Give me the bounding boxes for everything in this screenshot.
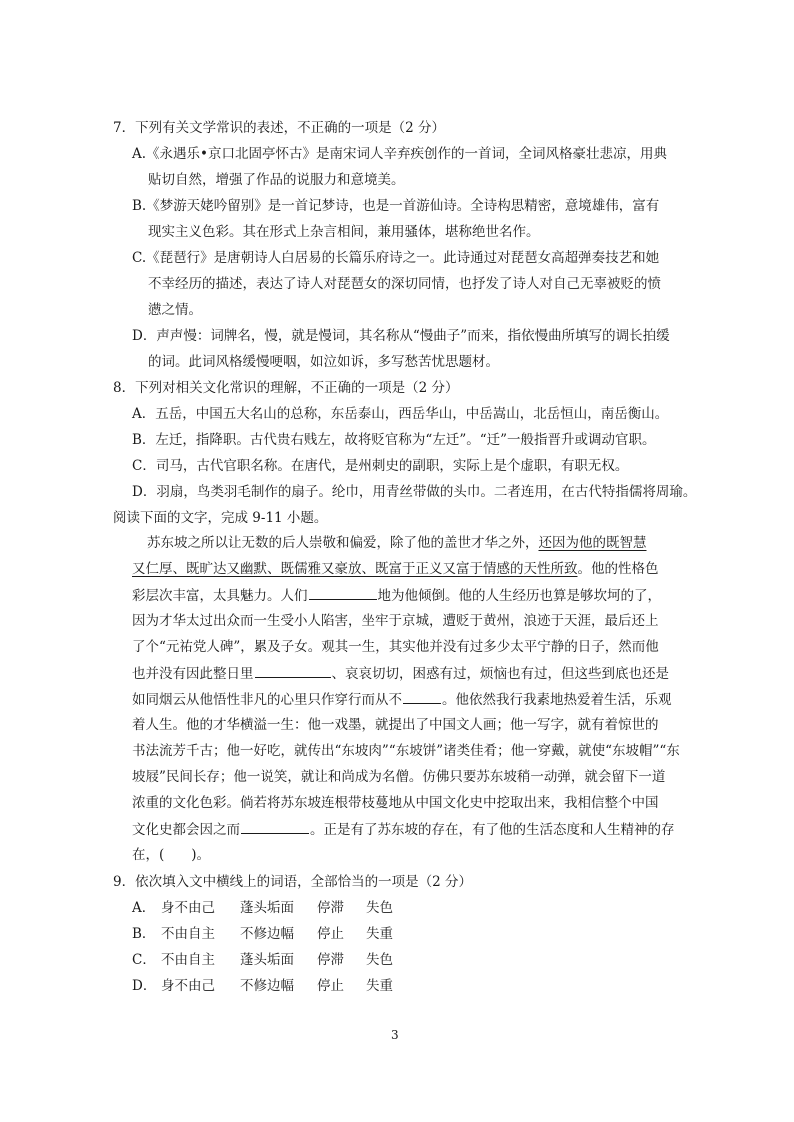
passage-line-3: 彩层次丰富，太具魅力。人们 地为他倾倒。他的人生经历也算是够坎坷的了， <box>132 585 661 605</box>
q7-option-c: C.《琵琶行》是唐朝诗人白居易的长篇乐府诗之一。此诗通过对琵琶女高超弹奏技艺和她 <box>132 250 660 266</box>
q8-option-d: D．羽扇，鸟类羽毛制作的扇子。纶巾，用青丝带做的头巾。二者连用，在古代特指儒将周瑜。 <box>132 484 697 500</box>
passage-line-1: 苏东坡之所以让无数的后人崇敬和偏爱，除了他的盖世才华之外，还因为他的既智慧 <box>147 535 647 551</box>
fill-blank-1 <box>309 585 377 600</box>
passage-line-12: 文化史都会因之而 。正是有了苏东坡的存在，有了他的生活态度和人生精神的存 <box>132 819 675 839</box>
q7-option-a: A.《永遇乐•京口北固亭怀古》是南宋词人辛弃疾创作的一首词，全词风格豪壮悲凉，用典 <box>132 146 668 162</box>
q8-option-b: B．左迁，指降职。古代贵右贱左，故将贬官称为“左迁”。“迁”一般指晋升或调动官职。 <box>132 432 656 448</box>
passage-line-2: 又仁厚、既旷达又幽默、既儒雅又豪放、既富于正义又富于情感的天性所致。他的性格色 <box>132 561 659 577</box>
passage-line-10: 坡屐”民间长存；他一说笑，就让和尚成为名僧。仿佛只要苏东坡稍一动弹，就会留下一道 <box>132 769 666 785</box>
q7-option-c-cont: 不幸经历的描述，表达了诗人对琵琶女的深切同情，也抒发了诗人对自己无辜被贬的愤 <box>148 276 661 292</box>
q9-stem: 9．依次填入文中横线上的词语，全部恰当的一项是（2 分） <box>113 874 472 890</box>
passage-line-4: 因为才华太过出众而一生受小人陷害，坐牢于京城，遭贬于黄州，浪迹于天涯，最后还上 <box>132 613 659 629</box>
q8-option-a: A．五岳，中国五大名山的总称，东岳泰山，西岳华山，中岳嵩山，北岳恒山，南岳衡山。 <box>132 406 669 422</box>
exam-page: 7．下列有关文学常识的表述，不正确的一项是（2 分） A.《永遇乐•京口北固亭怀古》是南宋词人辛弃疾创作的一首词，全词风格豪壮悲凉，用典 贴切自然，增强了作品的说服力和意境美。 B.《梦游天姥吟留别》是一首记梦诗，也是一首游仙诗。全诗构思精密，意境雄伟，富有 现实主义色彩。其在形式上杂言相间，兼用骚体，堪称绝世名作。 C.《琵琶行》是唐朝诗人白居易的长篇乐府诗之一。此诗通过对琵琶女高超弹奏技艺和她 不幸经历的描述，表达了诗人对琵琶女的深切同情，也抒发了诗人对自己无辜被贬的愤 懑之情。 D．声声慢：词牌名，慢，就是慢词，其名称从“慢曲子”而来，指依慢曲所填写的调长拍缓 的词。此词风格缓慢哽咽，如泣如诉，多写愁苦忧思题材。 8．下列对相关文化常识的理解，不正确的一项是（2 分） A．五岳，中国五大名山的总称，东岳泰山，西岳华山，中岳嵩山，北岳恒山，南岳衡山。 B．左迁，指降职。古代贵右贱左，故将贬官称为“左迁”。“迁”一般指晋升或调动官职。 C．司马，古代官职名称。在唐代，是州刺史的副职，实际上是个虚职，有职无权。 D．羽扇，鸟类羽毛制作的扇子。纶巾，用青丝带做的头巾。二者连用，在古代特指儒将周瑜。 阅读下面的文字，完成 9-11 小题。 苏东坡之所以让无数的后人崇敬和偏爱，除了他的盖世才华之外，还因为他的既智慧 又仁厚、既旷达又幽默、既儒雅又豪放、既富于正义又富于情感的天性所致。他的性格色 彩层次丰富，太具魅力。人们 地为他倾倒。他的人生经历也算是够坎坷的了， 因为才华太过出众而一生受小人陷害，坐牢于京城，遭贬于黄州，浪迹于天涯，最后还上 了个“元祐党人碑”，累及子女。观其一生，其实他并没有过多少太平宁静的日子，然而他 也并没有因此整日里 、哀哀切切，困惑有过，烦恼也有过，但这些到底也还是 如同烟云从他悟性非凡的心里只作穿行而从不 。他依然我行我素地热爱着生活，乐观 着人生。他的才华横溢一生：他一戏墨，就提出了中国文人画；他一写字，就有着惊世的 书法流芳千古；他一好吃，就传出“东坡肉”“东坡饼”诸类佳肴；他一穿戴，就使“东坡帽”“东 坡屐”民间长存；他一说笑，就让和尚成为名僧。仿佛只要苏东坡稍一动弹，就会留下一道 浓重的文化色彩。倘若将苏东坡连根带枝蔓地从中国文化史中挖取出来，我相信整个中国 文化史都会因之而 。正是有了苏东坡的存在，有了他的生活态度和人生精神的存 在，( )。 9．依次填入文中横线上的词语，全部恰当的一项是（2 分） A． 身不由己 蓬头垢面 停滞 失色 B． 不由自主 不修边幅 停止 失重 C． 不由自主 蓬头垢面 停滞 失色 D． 身不由己 不修边幅 停止 失重 3 <box>113 120 697 1042</box>
underlined-sentence: 还因为他的既智慧 <box>538 535 647 551</box>
reading-intro: 阅读下面的文字，完成 9-11 小题。 <box>113 510 328 526</box>
passage-line-6: 也并没有因此整日里 、哀哀切切，困惑有过，烦恼也有过，但这些到底也还是 <box>132 663 669 683</box>
passage-line-9: 书法流芳千古；他一好吃，就传出“东坡肉”“东坡饼”诸类佳肴；他一穿戴，就使“东坡帽”“东 <box>132 743 680 759</box>
passage-line-11: 浓重的文化色彩。倘若将苏东坡连根带枝蔓地从中国文化史中挖取出来，我相信整个中国 <box>132 795 659 811</box>
fill-blank-2 <box>255 663 331 678</box>
q8-stem: 8．下列对相关文化常识的理解，不正确的一项是（2 分） <box>113 380 459 396</box>
passage-line-8: 着人生。他的才华横溢一生：他一戏墨，就提出了中国文人画；他一写字，就有着惊世的 <box>132 717 659 733</box>
passage-line-7: 如同烟云从他悟性非凡的心里只作穿行而从不 。他依然我行我素地热爱着生活，乐观 <box>132 689 672 709</box>
underlined-sentence-cont: 又仁厚、既旷达又幽默、既儒雅又豪放、既富于正义又富于情感的天性所致 <box>132 561 578 577</box>
q7-stem: 7．下列有关文学常识的表述，不正确的一项是（2 分） <box>113 120 445 136</box>
q7-option-b-cont: 现实主义色彩。其在形式上杂言相间，兼用骚体，堪称绝世名作。 <box>148 224 540 240</box>
page-number: 3 <box>391 1028 399 1042</box>
q7-option-c-cont2: 懑之情。 <box>148 302 202 318</box>
passage-line-13: 在，( )。 <box>132 847 211 863</box>
q7-option-a-cont: 贴切自然，增强了作品的说服力和意境美。 <box>148 172 405 188</box>
q7-option-b: B.《梦游天姥吟留别》是一首记梦诗，也是一首游仙诗。全诗构思精密，意境雄伟，富有 <box>132 198 660 214</box>
q7-option-d-cont: 的词。此词风格缓慢哽咽，如泣如诉，多写愁苦忧思题材。 <box>148 354 499 370</box>
fill-blank-4 <box>241 819 309 834</box>
fill-blank-3 <box>403 689 441 704</box>
passage-line-5: 了个“元祐党人碑”，累及子女。观其一生，其实他并没有过多少太平宁静的日子，然而他 <box>132 639 659 655</box>
q7-option-d: D．声声慢：词牌名，慢，就是慢词，其名称从“慢曲子”而来，指依慢曲所填写的调长拍缓 <box>132 328 670 344</box>
q8-option-c: C．司马，古代官职名称。在唐代，是州刺史的副职，实际上是个虚职，有职无权。 <box>132 458 629 474</box>
